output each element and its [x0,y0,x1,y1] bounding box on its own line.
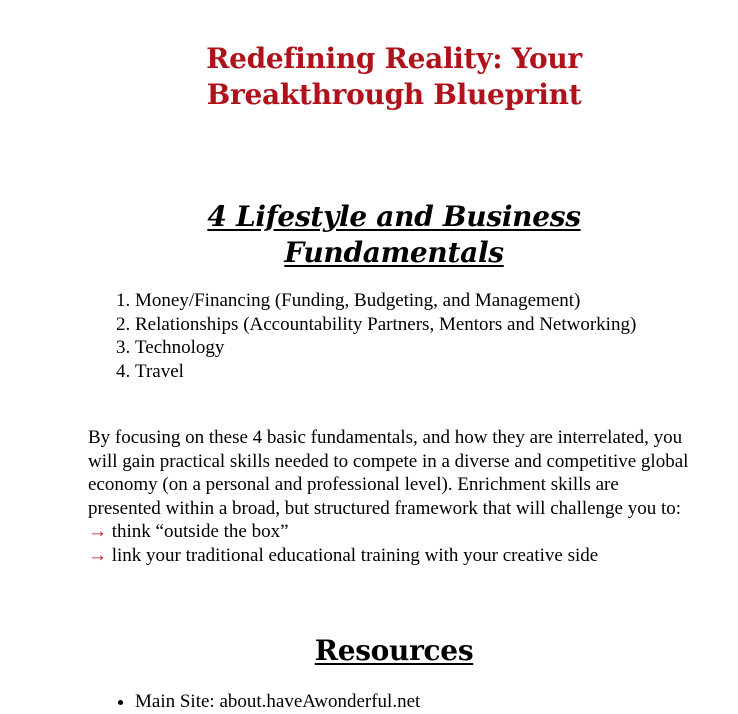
resource-link[interactable]: • Main Site: about.haveAwonderful.net [135,690,715,714]
fundamentals-list [110,289,715,383]
arrow-right-icon: → [88,544,107,566]
intro-paragraph: By focusing on these 4 basic fundamentals, and how they are interrelated, you will gain practical skills needed to compete in a diverse and competitive global economy (on a personal and professional level). Enrichment skills are presented within a broad, but structured framework that will challenge you to: [88,427,689,519]
document-title-line-1: Redefining Reality: Your [206,42,582,75]
arrow-item [88,544,696,568]
fundamentals-heading-line-2: Fundamentals [284,236,504,269]
list-item: 3. Technology [135,336,715,360]
arrow-item-text: think “outside the box” [111,521,289,542]
arrow-item-text: link your traditional educational training with your creative side [111,544,599,566]
list-item: 1. Money/Financing (Funding, Budgeting, and Management) [135,289,715,313]
fundamentals-heading [88,199,700,271]
list-item: 2. Relationships (Accountability Partners, Mentors and Networking) [135,313,715,337]
document-title-line-2: Breakthrough Blueprint [206,78,582,111]
document-title [88,41,700,113]
intro-paragraph-block [88,426,696,567]
list-item: 4. Travel [135,360,715,384]
arrow-right-icon: → [88,521,107,542]
resources-list [110,690,715,714]
resources-heading: Resources [314,634,474,667]
arrow-item [88,520,696,544]
fundamentals-heading-line-1: 4 Lifestyle and Business [207,200,581,233]
